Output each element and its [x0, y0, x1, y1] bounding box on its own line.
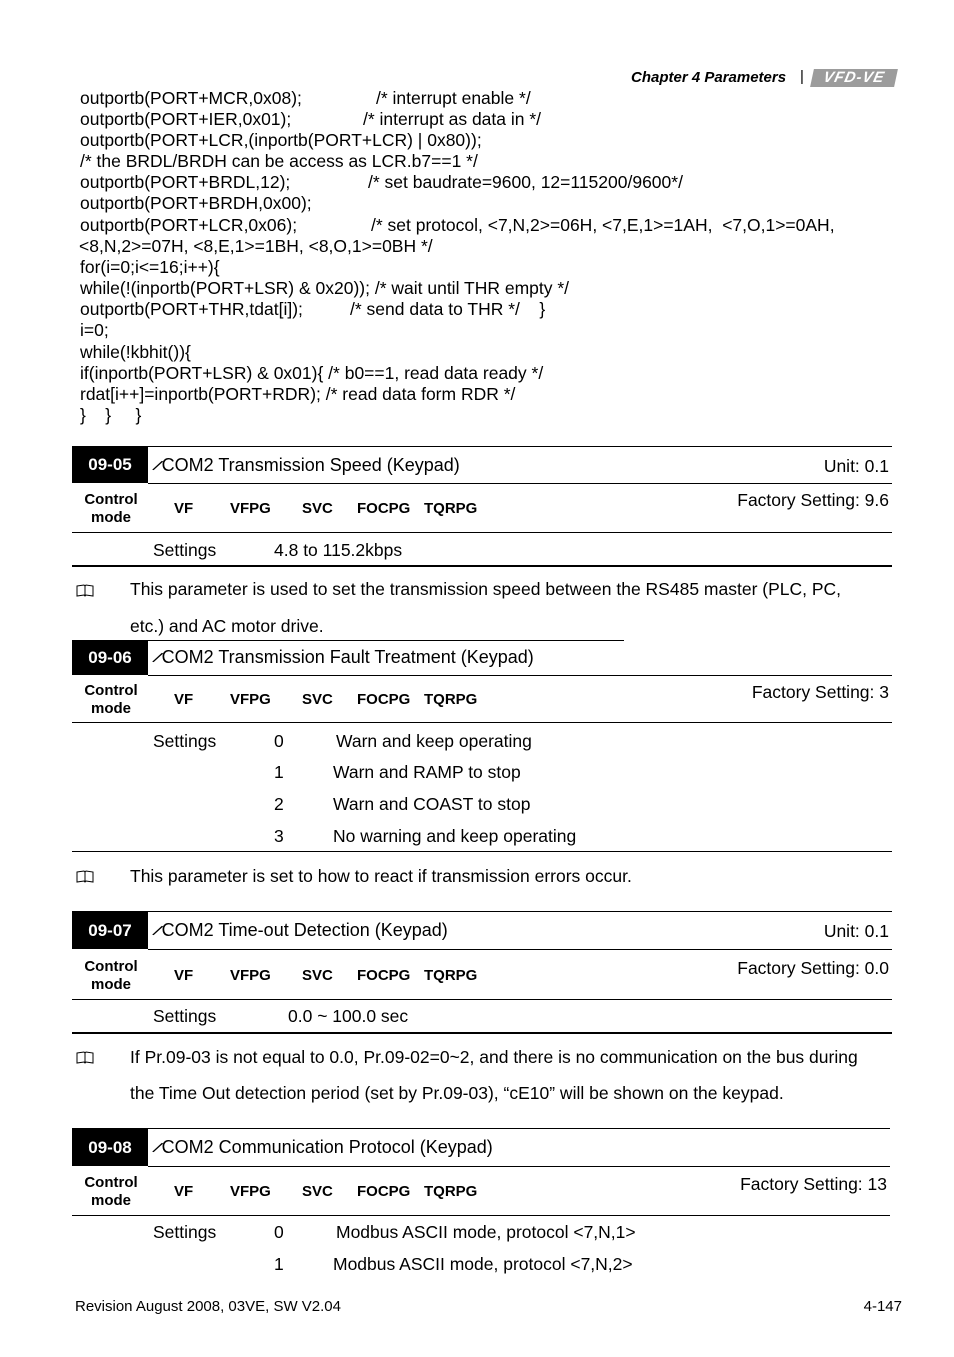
mode-vfpg: VFPG	[230, 691, 271, 708]
code-line: outportb(PORT+LCR,0x06); /* set protocol, <7,N,2>=06H, <7,E,1>=1AH, <7,O,1>=0AH,	[80, 215, 835, 235]
param-title-09-07: ⁄COM2 Time-out Detection (Keypad)	[153, 920, 448, 941]
mode-tqrpg: TQRPG	[424, 1183, 478, 1200]
code-line: outportb(PORT+THR,tdat[i]); /* send data to THR */ }	[80, 299, 546, 319]
option-text: Warn and RAMP to stop	[333, 762, 521, 782]
option-text: Warn and keep operating	[336, 731, 532, 751]
book-icon	[76, 582, 94, 596]
mode-tqrpg: TQRPG	[424, 967, 478, 984]
code-comment: /* interrupt as data in */	[363, 109, 542, 129]
settings-label: Settings	[153, 540, 217, 560]
mode-focpg: FOCPG	[357, 691, 411, 708]
mode-vf: VF	[174, 500, 194, 517]
page-number: 4-147	[863, 1298, 902, 1315]
code-line: for(i=0;i<=16;i++){	[80, 257, 220, 277]
footer-revision: Revision August 2008, 03VE, SW V2.04	[75, 1298, 341, 1315]
settings-label: Settings	[153, 731, 217, 751]
param-title-09-05: ⁄COM2 Transmission Speed (Keypad)	[153, 455, 460, 476]
mode-vf: VF	[174, 691, 194, 708]
setting-range-09-05: 4.8 to 115.2kbps	[274, 540, 403, 560]
param-number-09-06: 09-06	[72, 641, 148, 675]
mode-focpg: FOCPG	[357, 1183, 411, 1200]
factory-setting-09-06: Factory Setting: 3	[751, 682, 889, 702]
chapter-heading: Chapter 4 Parameters	[631, 69, 787, 86]
control-mode-label: Control mode	[84, 491, 138, 526]
mode-svc: SVC	[302, 500, 333, 517]
control-mode-label: Control mode	[84, 682, 138, 717]
option-text: No warning and keep operating	[333, 826, 577, 846]
code-comment: /* send data to THR */ }	[350, 299, 546, 319]
option-text: Warn and COAST to stop	[333, 794, 531, 814]
code-line: /* the BRDL/BRDH can be access as LCR.b7==1 */	[80, 151, 478, 171]
param-number-09-08: 09-08	[72, 1129, 148, 1166]
factory-setting-09-08: Factory Setting: 13	[740, 1174, 887, 1194]
setting-range-09-07: 0.0 ~ 100.0 sec	[288, 1006, 409, 1026]
code-line: <8,N,2>=07H, <8,E,1>=1BH, <8,O,1>=0BH */	[79, 236, 433, 256]
note-09-06-line1: This parameter is set to how to react if transmission errors occur.	[130, 866, 632, 886]
code-line: rdat[i++]=inportb(PORT+RDR); /* read data form RDR */	[80, 384, 516, 404]
code-line: outportb(PORT+LCR,(inportb(PORT+LCR) | 0x80));	[80, 130, 482, 150]
mode-svc: SVC	[302, 1183, 333, 1200]
note-09-07-line2: the Time Out detection period (set by Pr.09-03), “cE10” will be shown on the keypad.	[130, 1083, 784, 1103]
settings-label: Settings	[153, 1222, 217, 1242]
mode-vfpg: VFPG	[230, 967, 271, 984]
book-icon	[76, 1049, 94, 1063]
code-line: } } }	[80, 405, 142, 425]
code-line: outportb(PORT+BRDH,0x00);	[80, 193, 312, 213]
param-title-09-06: ⁄COM2 Transmission Fault Treatment (Keypad)	[153, 647, 534, 668]
mode-svc: SVC	[302, 691, 333, 708]
code-line: i=0;	[80, 320, 109, 340]
code-comment: /* interrupt enable */	[376, 88, 531, 108]
note-09-05-line2: etc.) and AC motor drive.	[130, 616, 324, 636]
pen-icon: ⁄	[153, 649, 161, 668]
mode-svc: SVC	[302, 967, 333, 984]
settings-label: Settings	[153, 1006, 217, 1026]
option-text: Modbus ASCII mode, protocol <7,N,1>	[336, 1222, 636, 1242]
option-text: Modbus ASCII mode, protocol <7,N,2>	[333, 1254, 633, 1274]
code-line: outportb(PORT+BRDL,12); /* set baudrate=9600, 12=115200/9600*/	[80, 172, 683, 192]
mode-vf: VF	[174, 967, 194, 984]
option-value: 1	[274, 762, 284, 782]
mode-tqrpg: TQRPG	[424, 500, 478, 517]
pen-icon: ⁄	[153, 457, 161, 476]
mode-vf: VF	[174, 1183, 194, 1200]
param-title-09-08: ⁄COM2 Communication Protocol (Keypad)	[153, 1137, 493, 1158]
factory-setting-09-05: Factory Setting: 9.6	[737, 490, 889, 510]
code-line: while(!kbhit()){	[80, 342, 191, 362]
pen-icon: ⁄	[153, 1139, 161, 1158]
code-comment: /* set baudrate=9600, 12=115200/9600*/	[368, 172, 683, 192]
option-value: 1	[274, 1254, 284, 1274]
option-value: 3	[274, 826, 284, 846]
header-separator: |	[800, 68, 804, 85]
option-value: 0	[274, 731, 284, 751]
mode-focpg: FOCPG	[357, 967, 411, 984]
param-number-09-05: 09-05	[72, 447, 148, 483]
code-line: while(!(inportb(PORT+LSR) & 0x20)); /* wait until THR empty */	[80, 278, 570, 298]
code-line: if(inportb(PORT+LSR) & 0x01){ /* b0==1, read data ready */	[80, 363, 544, 383]
control-mode-label: Control mode	[84, 1174, 138, 1209]
param-unit-09-05: Unit: 0.1	[823, 456, 889, 476]
pen-icon: ⁄	[153, 922, 161, 941]
mode-focpg: FOCPG	[357, 500, 411, 517]
vfd-ve-logo: VFD-VE	[810, 69, 898, 87]
option-value: 0	[274, 1222, 284, 1242]
control-mode-label: Control mode	[84, 958, 138, 993]
book-icon	[76, 868, 94, 882]
code-comment: /* set protocol, <7,N,2>=06H, <7,E,1>=1AH, <7,O,1>=0AH,	[371, 215, 835, 235]
mode-vfpg: VFPG	[230, 500, 271, 517]
mode-tqrpg: TQRPG	[424, 691, 478, 708]
factory-setting-09-07: Factory Setting: 0.0	[737, 958, 889, 978]
code-line: outportb(PORT+IER,0x01); /* interrupt as data in */	[80, 109, 542, 129]
code-line: outportb(PORT+MCR,0x08); /* interrupt enable */	[80, 88, 531, 108]
param-number-09-07: 09-07	[72, 912, 148, 949]
note-09-07-line1: If Pr.09-03 is not equal to 0.0, Pr.09-02=0~2, and there is no communication on the bus during	[130, 1047, 858, 1067]
option-value: 2	[274, 794, 284, 814]
param-unit-09-07: Unit: 0.1	[823, 921, 889, 941]
mode-vfpg: VFPG	[230, 1183, 271, 1200]
note-09-05-line1: This parameter is used to set the transmission speed between the RS485 master (PLC, PC,	[130, 579, 842, 599]
